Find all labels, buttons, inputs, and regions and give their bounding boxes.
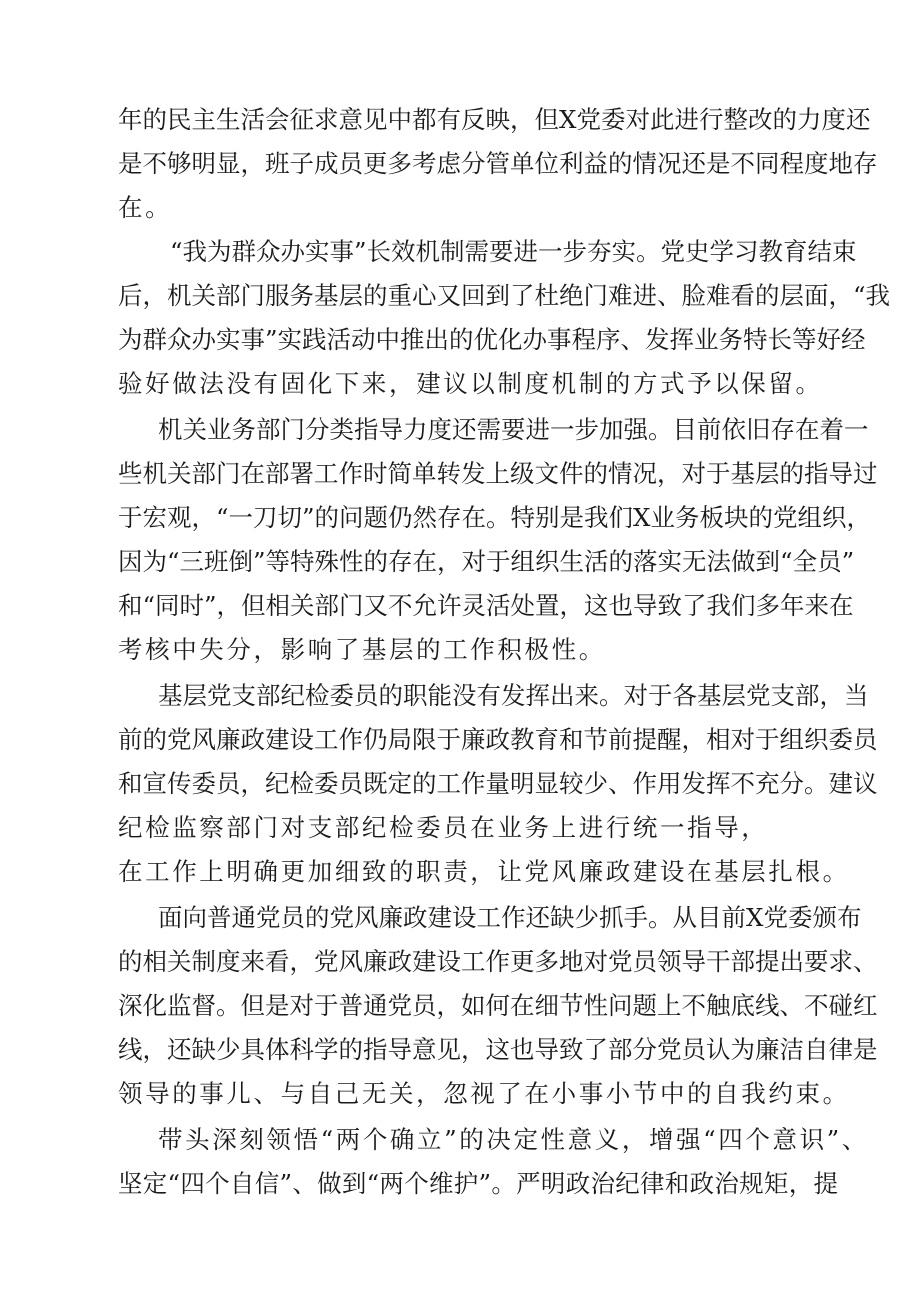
text-line: 领导的事儿、与自己无关，忽视了在小事小节中的自我约束。 — [118, 1079, 850, 1108]
text-line: 在。 — [118, 193, 173, 222]
text-line: 后，机关部门服务基层的重心又回到了杜绝门难进、脸难看的层面，“我 — [118, 281, 891, 310]
paragraph-heading-line: 带头深刻领悟“两个确立”的决定性意义，增强“四个意识”、 — [158, 1125, 869, 1154]
paragraph-heading-line: 面向普通党员的党风廉政建设工作还缺少抓手。从目前X党委颁布 — [158, 903, 862, 932]
text-line: 坚定“四个自信”、做到“两个维护”。严明政治纪律和政治规矩，提 — [118, 1169, 838, 1198]
text-line: 年的民主生活会征求意见中都有反映，但X党委对此进行整改的力度还 — [118, 105, 871, 134]
text-line: 是不够明显，班子成员更多考虑分管单位利益的情况还是不同程度地存 — [118, 149, 878, 178]
text-line: 为群众办实事”实践活动中推出的优化办事程序、发挥业务特长等好经 — [118, 325, 866, 354]
text-line: 考核中失分，影响了基层的工作积极性。 — [118, 635, 606, 664]
text-line: 和宣传委员，纪检委员既定的工作量明显较少、作用发挥不充分。建议 — [118, 769, 878, 798]
text-line: 因为“三班倒”等特殊性的存在，对于组织生活的落实无法做到“全员” — [118, 547, 855, 576]
paragraph-heading-line: 机关业务部门分类指导力度还需要进一步加强。目前依旧存在着一 — [158, 415, 869, 444]
text-line: 验好做法没有固化下来，建议以制度机制的方式予以保留。 — [118, 369, 823, 398]
text-line: 在工作上明确更加细致的职责，让党风廉政建设在基层扎根。 — [118, 857, 850, 886]
text-line: 深化监督。但是对于普通党员，如何在细节性问题上不触底线、不碰红 — [118, 991, 878, 1020]
paragraph-heading-line: “我为群众办实事”长效机制需要进一步夯实。党史学习教育结束 — [170, 237, 857, 266]
text-line: 些机关部门在部署工作时简单转发上级文件的情况，对于基层的指导过 — [118, 459, 878, 488]
text-line: 于宏观，“一刀切”的问题仍然存在。特别是我们X业务板块的党组织， — [118, 503, 871, 532]
text-line: 线，还缺少具体科学的指导意见，这也导致了部分党员认为廉洁自律是 — [118, 1035, 878, 1064]
text-line: 前的党风廉政建设工作仍局限于廉政教育和节前提醒，相对于组织委员 — [118, 725, 878, 754]
text-line: 的相关制度来看，党风廉政建设工作更多地对党员领导干部提出要求、 — [118, 947, 878, 976]
text-line: 和“同时”，但相关部门又不允许灵活处置，这也导致了我们多年来在 — [118, 591, 854, 620]
paragraph-heading-line: 基层党支部纪检委员的职能没有发挥出来。对于各基层党支部，当 — [158, 681, 869, 710]
text-line: 纪检监察部门对支部纪检委员在业务上进行统一指导， — [118, 813, 769, 842]
